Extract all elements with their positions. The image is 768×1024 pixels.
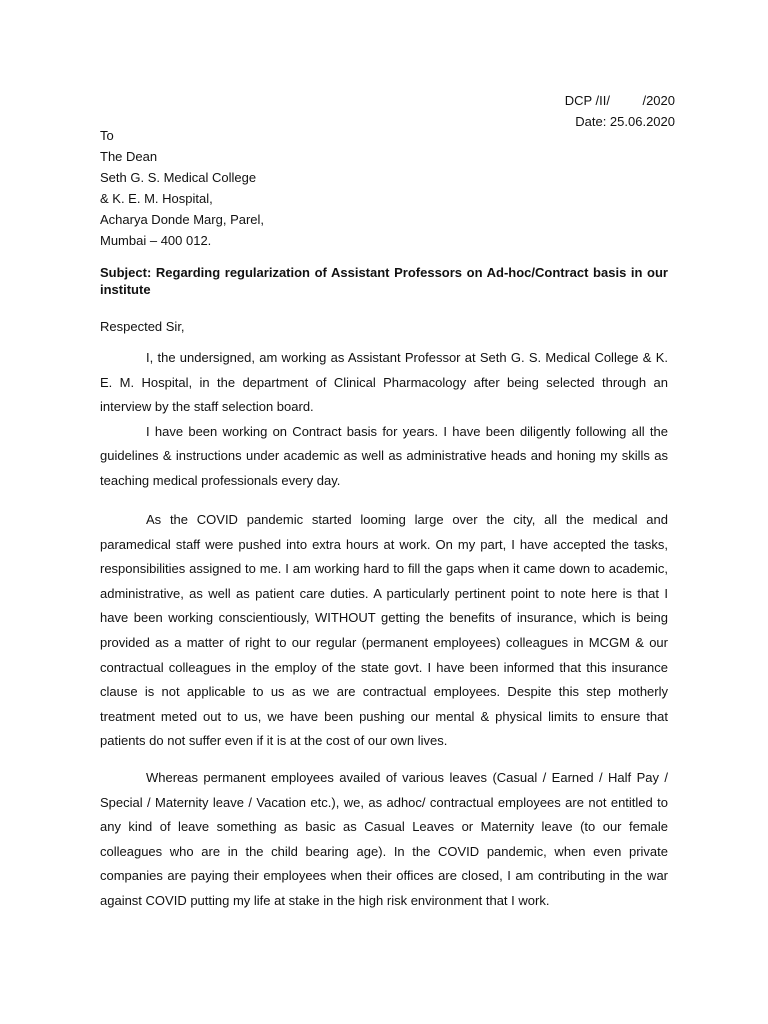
address-to: To: [100, 128, 114, 143]
recipient-address: [100, 125, 264, 251]
address-line: The Dean: [100, 149, 158, 164]
body-paragraph: I have been working on Contract basis for years. I have been diligently following all the guidelines & instructions under academic as well as administrative heads and honing my skills as teaching medical professionals every day.: [100, 423, 668, 488]
body-section: [100, 766, 668, 914]
body-paragraph: As the COVID pandemic started looming large over the city, all the medical and paramedical staff were pushed into extra hours at work. On my part, I have accepted the tasks, responsibilities assigned to me. I am working hard to fill the gaps when it came down to academic, administrative, as well as patient care duties. A particularly pertinent point to note here is that I have been working conscientiously, WITHOUT getting the benefits of insurance, which is being provided as a matter of right to our regular (permanent employees) colleagues in MCGM & our contractual colleagues in the employ of the state govt. I have been informed that this insurance clause is not applicable to us as we are contractual employees. Despite this step motherly treatment meted out to us, we have been pushing our mental & physical limits to ensure that patients do not suffer even if it is at the cost of our own lives.: [100, 512, 668, 749]
address-line: Seth G. S. Medical College: [100, 170, 257, 185]
address-line: Acharya Donde Marg, Parel,: [100, 212, 265, 227]
body-paragraph: Whereas permanent employees availed of various leaves (Casual / Earned / Half Pay / Special / Maternity leave / Vacation etc.), we, as adhoc/ contractual employees are not entitled to any kind of leave something as basic as Casual Leaves or Maternity leave (to our female colleagues who are in the child bearing age). In the COVID pandemic, when even private companies are paying their employees when their offices are closed, I am contributing in the war against COVID putting my life at stake in the high risk environment that I work.: [100, 770, 668, 908]
reference-block: [565, 90, 675, 132]
address-line: Mumbai – 400 012.: [100, 233, 212, 248]
address-line: & K. E. M. Hospital,: [100, 191, 213, 206]
body-paragraph: I, the undersigned, am working as Assistant Professor at Seth G. S. Medical College & K. E. M. Hospital, in the department of Clinical Pharmacology after being selected through an interview by the staff selection board.: [100, 350, 668, 415]
subject-line: Subject: Regarding regularization of Assistant Professors on Ad-hoc/Contract basis in our institute: [100, 265, 668, 297]
body-section: [100, 346, 668, 494]
reference-number: DCP /II/ /2020: [564, 93, 675, 108]
letter-date: Date: 25.06.2020: [575, 114, 675, 129]
salutation: Respected Sir,: [100, 319, 185, 334]
body-section: [100, 508, 668, 754]
